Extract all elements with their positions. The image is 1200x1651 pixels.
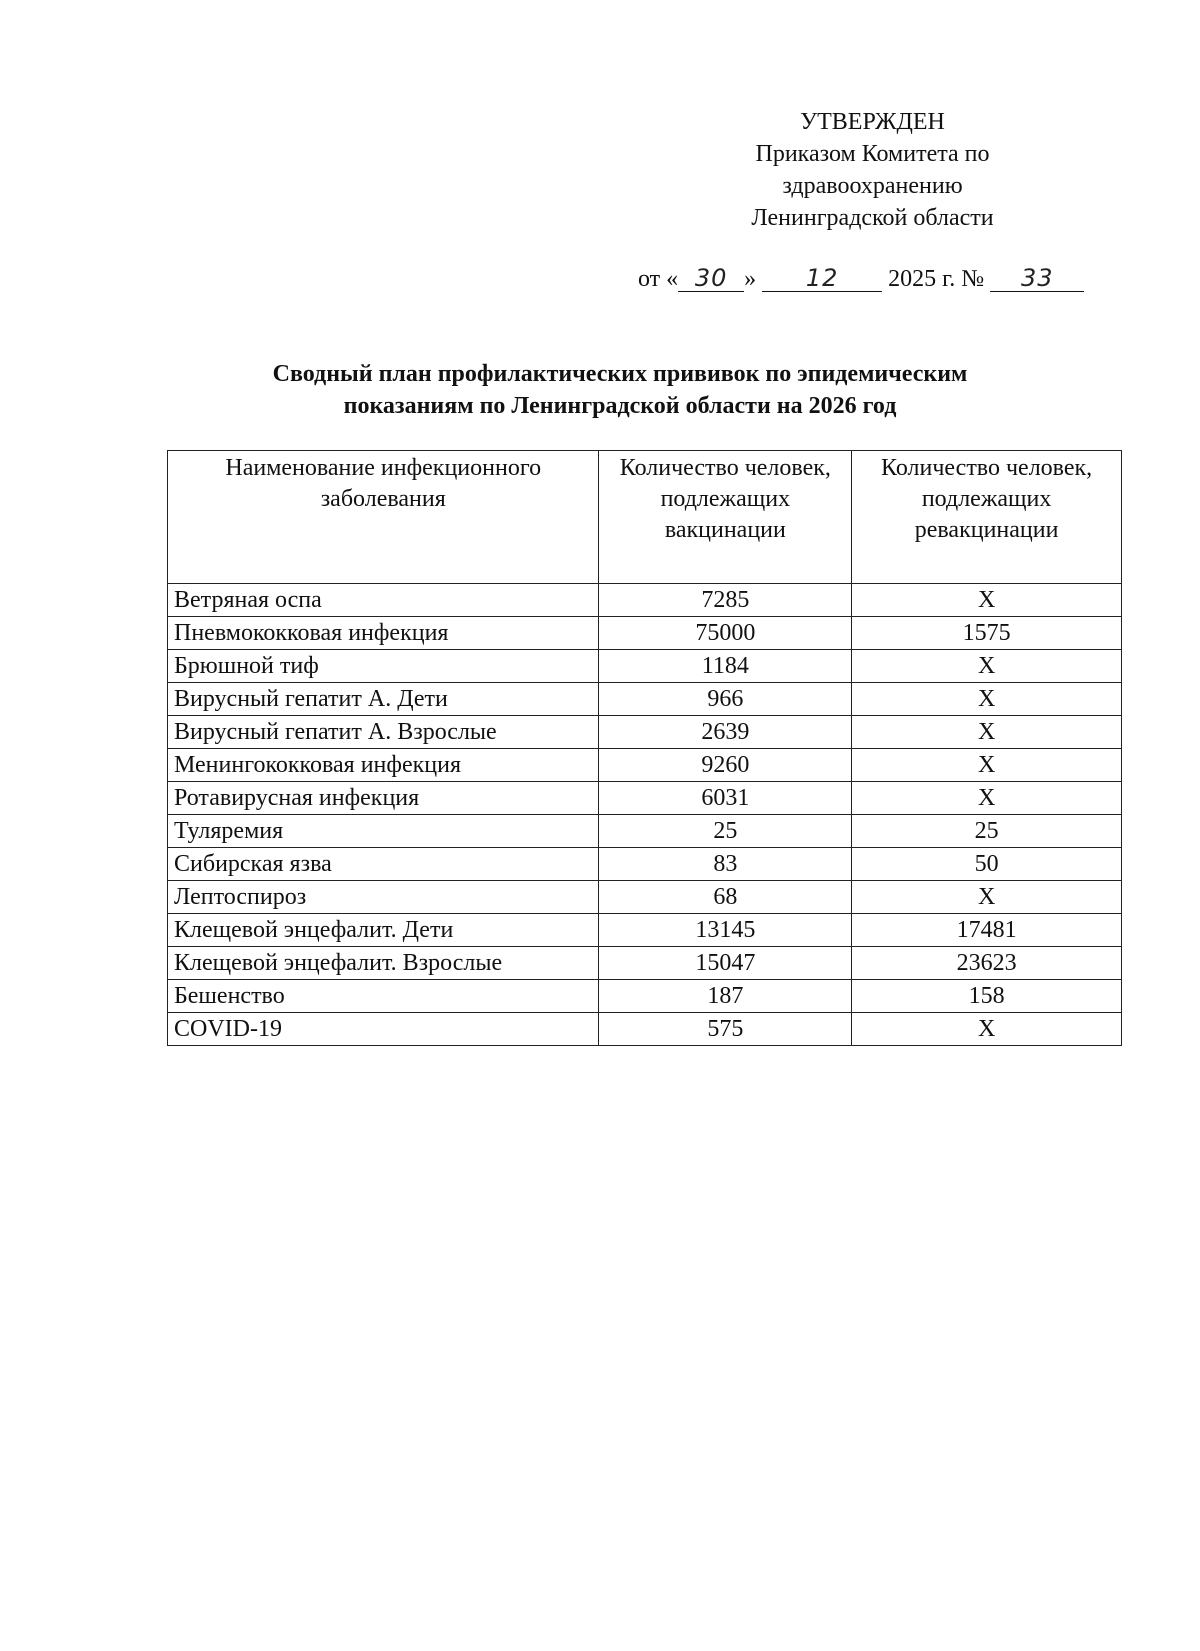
approval-line-4: Ленинградской области	[751, 205, 994, 231]
order-date-prefix: от «	[638, 266, 679, 292]
table-row	[168, 749, 1122, 782]
table-row	[168, 1013, 1122, 1046]
order-month: 12	[762, 265, 882, 292]
revaccination-count-cell: X	[852, 716, 1122, 749]
table-row	[168, 815, 1122, 848]
vaccination-count-cell: 187	[599, 980, 852, 1013]
revaccination-count-cell: X	[852, 881, 1122, 914]
revaccination-count-cell: 23623	[852, 947, 1122, 980]
table-row	[168, 617, 1122, 650]
revaccination-count-cell: X	[852, 782, 1122, 815]
revaccination-count-cell: X	[852, 1013, 1122, 1046]
vaccination-count-cell: 15047	[599, 947, 852, 980]
order-date-line	[638, 263, 1084, 295]
revaccination-count-cell: 25	[852, 815, 1122, 848]
table-row	[168, 980, 1122, 1013]
approval-line-3: здравоохранению	[782, 173, 963, 199]
approval-block	[700, 106, 1045, 234]
vaccination-count-cell: 75000	[599, 617, 852, 650]
disease-name-cell: Ротавирусная инфекция	[168, 782, 599, 815]
disease-name-cell: Вирусный гепатит А. Взрослые	[168, 716, 599, 749]
disease-name-cell: Брюшной тиф	[168, 650, 599, 683]
title-line-2: показаниям по Ленинградской области на 2026 год	[343, 393, 897, 419]
disease-name-cell: Сибирская язва	[168, 848, 599, 881]
table-row	[168, 914, 1122, 947]
table-row	[168, 716, 1122, 749]
revaccination-count-cell: 50	[852, 848, 1122, 881]
revaccination-count-cell: X	[852, 650, 1122, 683]
table-row	[168, 947, 1122, 980]
revaccination-count-cell: 17481	[852, 914, 1122, 947]
table-header-row	[168, 451, 1122, 584]
vaccination-count-cell: 68	[599, 881, 852, 914]
revaccination-count-cell: X	[852, 683, 1122, 716]
header-disease: Наименование инфекционного заболевания	[168, 451, 599, 584]
vaccination-count-cell: 13145	[599, 914, 852, 947]
disease-name-cell: Туляремия	[168, 815, 599, 848]
order-date-mid: »	[744, 266, 757, 292]
table-row	[168, 848, 1122, 881]
header-vaccination: Количество человек, подлежащих вакцинации	[599, 451, 852, 584]
table-row	[168, 650, 1122, 683]
table-row	[168, 782, 1122, 815]
disease-name-cell: Вирусный гепатит А. Дети	[168, 683, 599, 716]
revaccination-count-cell: X	[852, 584, 1122, 617]
vaccination-count-cell: 966	[599, 683, 852, 716]
revaccination-count-cell: 1575	[852, 617, 1122, 650]
table-row	[168, 683, 1122, 716]
vaccination-count-cell: 25	[599, 815, 852, 848]
disease-name-cell: Менингококковая инфекция	[168, 749, 599, 782]
vaccination-plan-table	[167, 450, 1122, 1046]
vaccination-count-cell: 575	[599, 1013, 852, 1046]
disease-name-cell: Ветряная оспа	[168, 584, 599, 617]
order-day: 30	[678, 265, 744, 292]
table-body	[168, 584, 1122, 1046]
disease-name-cell: Клещевой энцефалит. Взрослые	[168, 947, 599, 980]
table-row	[168, 584, 1122, 617]
vaccination-count-cell: 2639	[599, 716, 852, 749]
vaccination-count-cell: 6031	[599, 782, 852, 815]
header-revaccination: Количество человек, подлежащих ревакцинации	[852, 451, 1122, 584]
approval-line-2: Приказом Комитета по	[755, 141, 990, 167]
vaccination-count-cell: 9260	[599, 749, 852, 782]
disease-name-cell: Бешенство	[168, 980, 599, 1013]
order-number: 33	[990, 265, 1084, 292]
vaccination-count-cell: 83	[599, 848, 852, 881]
disease-name-cell: Лептоспироз	[168, 881, 599, 914]
disease-name-cell: Клещевой энцефалит. Дети	[168, 914, 599, 947]
vaccination-count-cell: 1184	[599, 650, 852, 683]
title-line-1: Сводный план профилактических прививок по эпидемическим	[272, 361, 968, 387]
approval-heading: УТВЕРЖДЕН	[800, 109, 945, 135]
table-row	[168, 881, 1122, 914]
vaccination-count-cell: 7285	[599, 584, 852, 617]
disease-name-cell: COVID-19	[168, 1013, 599, 1046]
order-year: 2025 г. №	[888, 266, 985, 292]
revaccination-count-cell: X	[852, 749, 1122, 782]
document-title	[160, 358, 1080, 422]
disease-name-cell: Пневмококковая инфекция	[168, 617, 599, 650]
revaccination-count-cell: 158	[852, 980, 1122, 1013]
